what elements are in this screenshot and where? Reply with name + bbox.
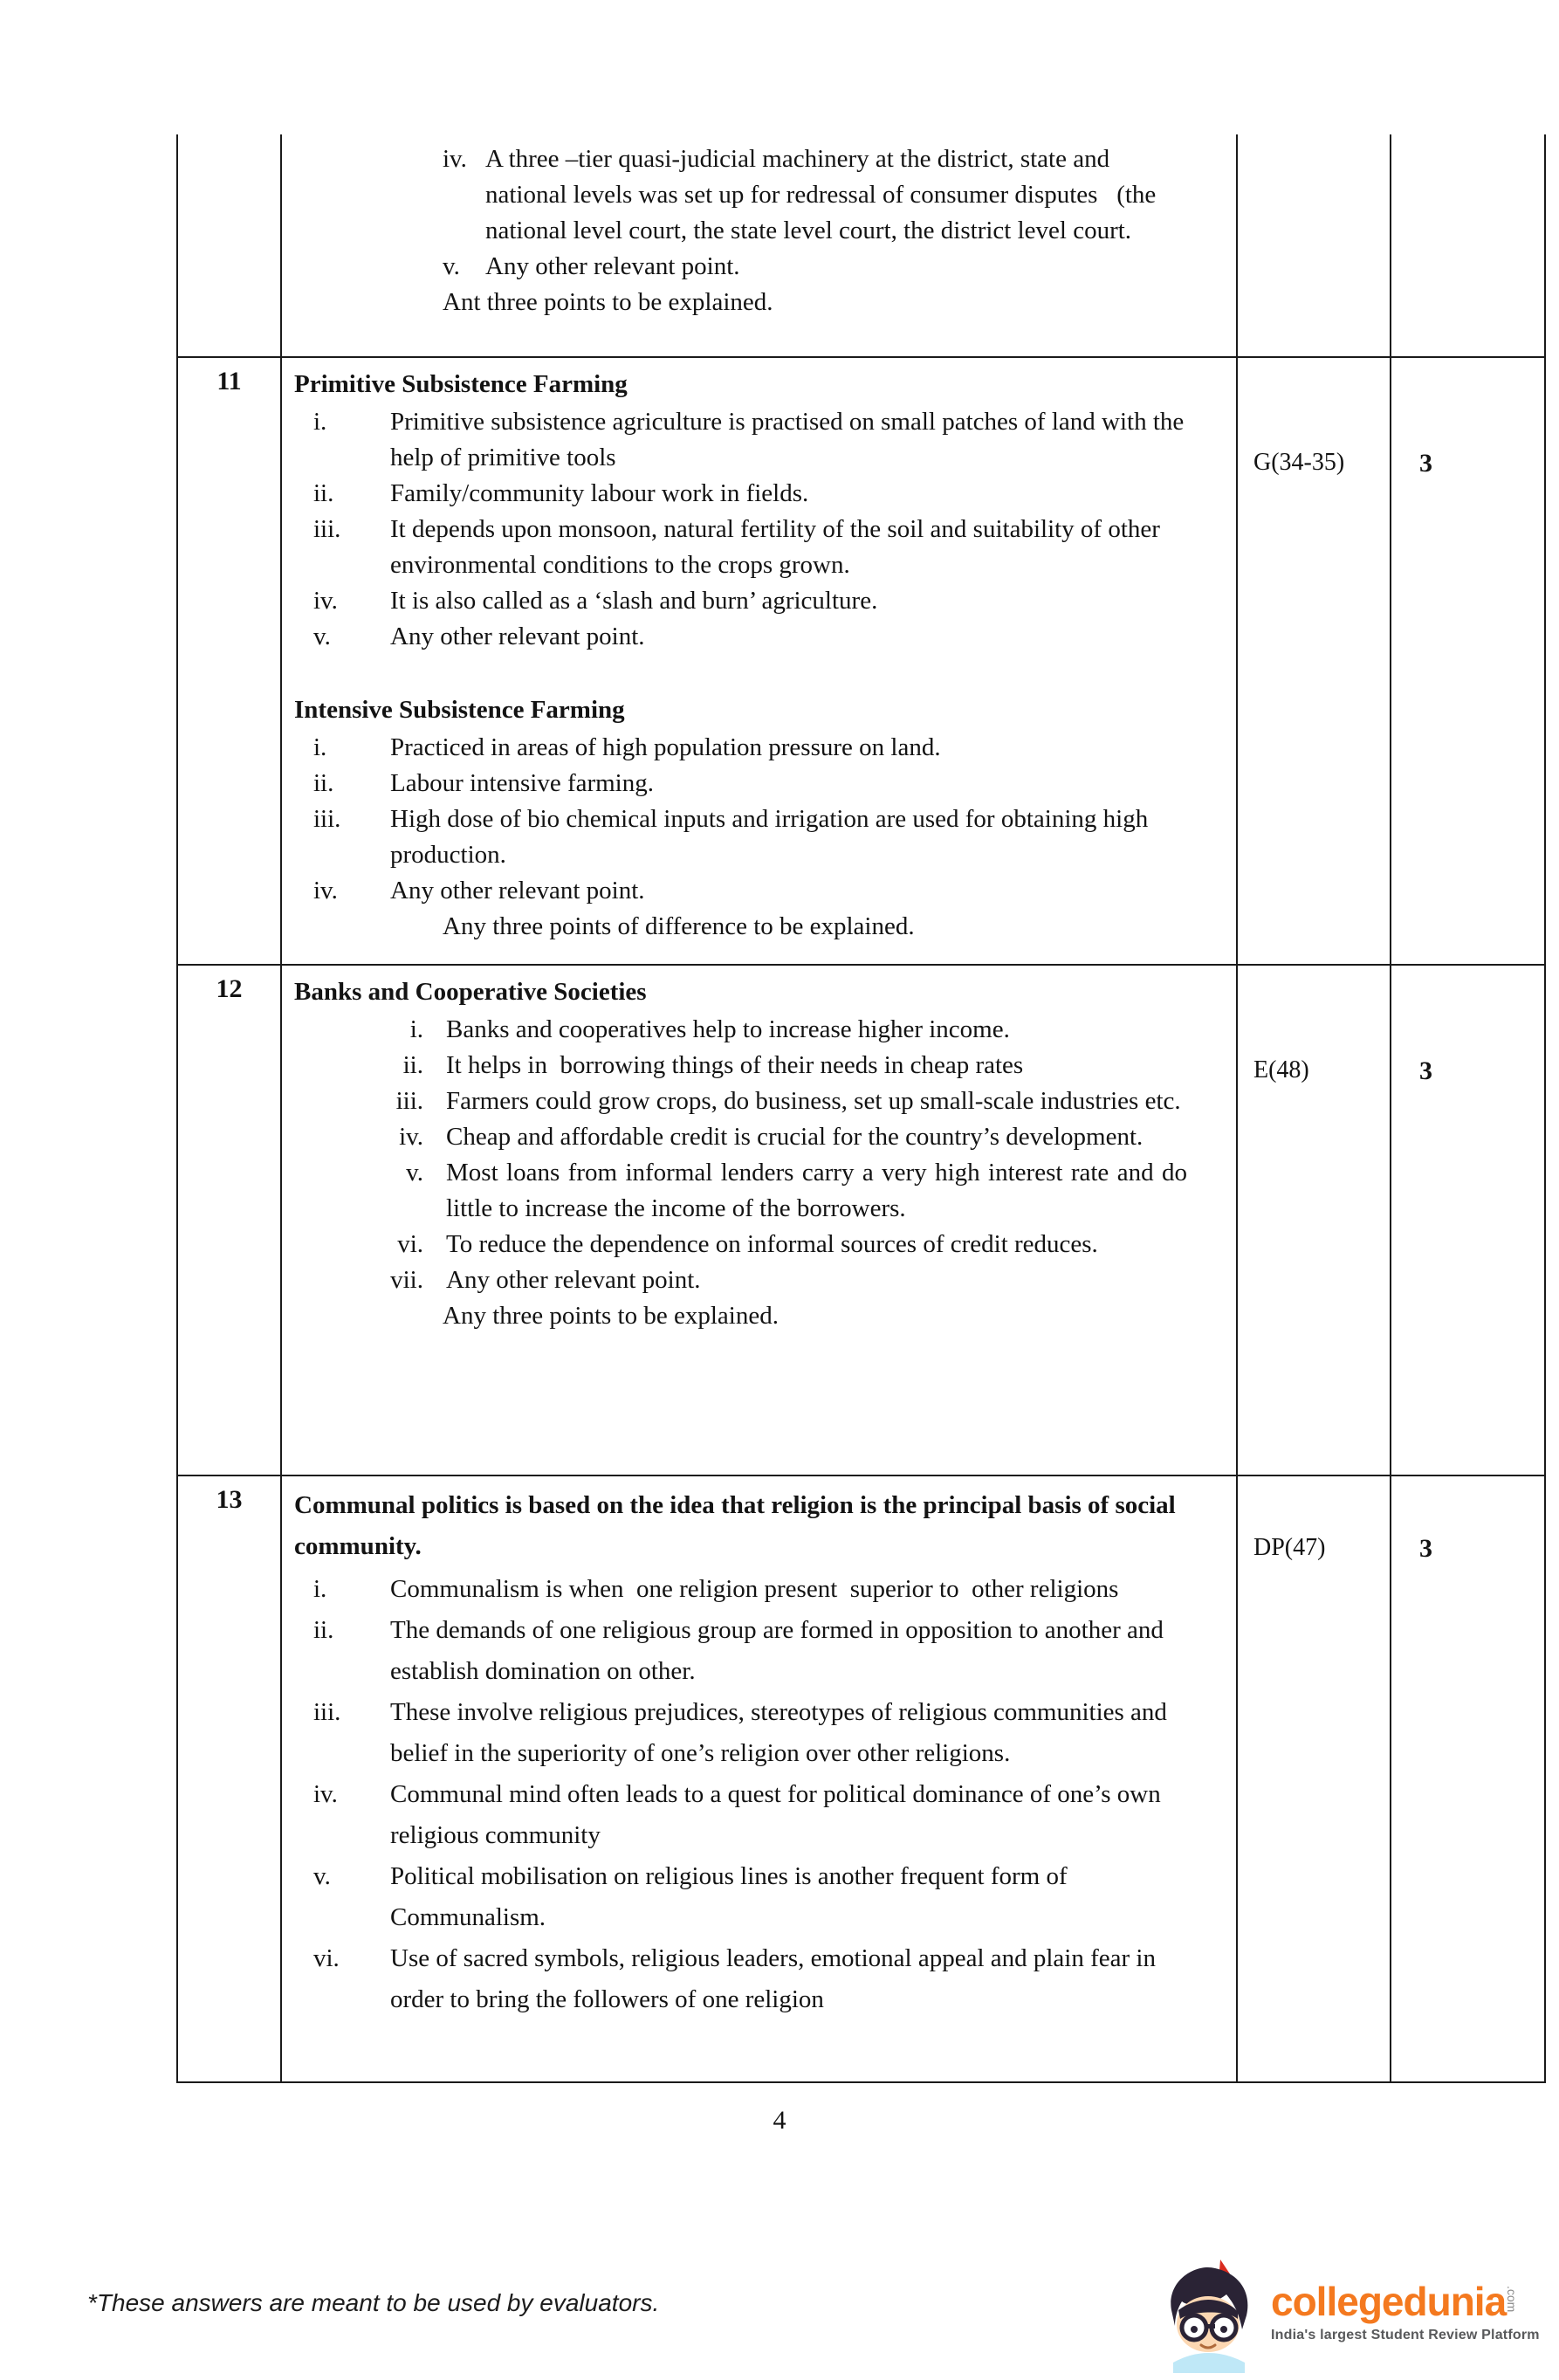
reference-cell: E(48) bbox=[1238, 966, 1391, 1475]
spacer bbox=[282, 655, 1187, 691]
list-item-text: It depends upon monsoon, natural fertility of the soil and suitability of other environmental conditions to the crops grown. bbox=[390, 515, 1160, 579]
list-item-text: A three –tier quasi-judicial machinery at the district, state and national levels was set up for redressal of consumer disputes (the national level court, the state level court, the district level court. bbox=[485, 145, 1157, 244]
table-row bbox=[178, 356, 1544, 964]
list-item-text: It helps in borrowing things of their needs in cheap rates bbox=[446, 1051, 1024, 1079]
list-item-text: Cheap and affordable credit is crucial for the country’s development. bbox=[446, 1123, 1143, 1151]
list-item-text: The demands of one religious group are formed in opposition to another and establish domination on other. bbox=[390, 1616, 1164, 1685]
list-item-label: i. bbox=[313, 408, 327, 436]
list-item bbox=[282, 873, 1187, 909]
note-line: Any three points to be explained. bbox=[443, 1302, 779, 1330]
list-item-text: Farmers could grow crops, do business, set up small-scale industries etc. bbox=[446, 1087, 1181, 1115]
list-item bbox=[282, 766, 1187, 801]
list-item-text: Primitive subsistence agriculture is practised on small patches of land with the help of primitive tools bbox=[390, 408, 1185, 471]
list-item-text: Most loans from informal lenders carry a very high interest rate and do little to increase the income of the borrowers. bbox=[446, 1159, 1187, 1222]
list-item-label: v. bbox=[443, 252, 460, 280]
list-item bbox=[282, 730, 1187, 766]
answer-cell bbox=[280, 358, 1238, 964]
answer-cell bbox=[280, 134, 1238, 356]
marks-cell bbox=[1391, 134, 1544, 356]
list-item-label: iii. bbox=[313, 805, 341, 833]
question-number-cell bbox=[178, 134, 280, 356]
list-item-text: Use of sacred symbols, religious leaders, emotional appeal and plain fear in order to bring the followers of one religion bbox=[390, 1944, 1156, 2013]
mascot-icon bbox=[1157, 2258, 1262, 2373]
list-item-label: iii. bbox=[395, 1087, 423, 1115]
list-item bbox=[282, 1227, 1187, 1262]
list-item-text: Political mobilisation on religious lines is another frequent form of Communalism. bbox=[390, 1862, 1068, 1931]
list-item bbox=[282, 476, 1187, 512]
list-item bbox=[282, 619, 1187, 655]
answer-cell bbox=[280, 966, 1238, 1475]
list-item bbox=[282, 1083, 1187, 1119]
list-item-label: i. bbox=[313, 733, 327, 761]
list-item bbox=[282, 1119, 1187, 1155]
marks-cell: 3 bbox=[1419, 1056, 1432, 1085]
list-item-text: Banks and cooperatives help to increase higher income. bbox=[446, 1015, 1010, 1043]
list-item bbox=[282, 141, 1187, 249]
marks-cell: 3 bbox=[1419, 449, 1432, 478]
list-item-text: Labour intensive farming. bbox=[390, 769, 654, 797]
list-item bbox=[282, 512, 1187, 583]
question-number-cell: 11 bbox=[216, 367, 242, 396]
page-number: 4 bbox=[773, 2106, 786, 2135]
list-item-text: Any other relevant point. bbox=[390, 877, 645, 905]
list-item-text: Communal mind often leads to a quest for political dominance of one’s own religious community bbox=[390, 1780, 1161, 1849]
list-item bbox=[282, 1856, 1187, 1938]
list-item-text: Practiced in areas of high population pressure on land. bbox=[390, 733, 941, 761]
evaluator-footnote: *These answers are meant to be used by evaluators. bbox=[87, 2289, 660, 2316]
list-item-text: Family/community labour work in fields. bbox=[390, 479, 809, 507]
list-item-label: v. bbox=[313, 623, 331, 650]
list-item-label: ii. bbox=[313, 769, 334, 797]
list-item-text: Any other relevant point. bbox=[390, 623, 645, 650]
question-number-cell: 12 bbox=[216, 974, 243, 1003]
note-line: Ant three points to be explained. bbox=[443, 288, 773, 316]
list-item bbox=[282, 1155, 1187, 1227]
brand-name: collegedunia bbox=[1271, 2279, 1507, 2324]
answer-heading: Intensive Subsistence Farming bbox=[294, 696, 625, 724]
reference-cell bbox=[1238, 134, 1391, 356]
list-item-text: High dose of bio chemical inputs and irrigation are used for obtaining high production. bbox=[390, 805, 1149, 869]
list-item-label: iii. bbox=[313, 1698, 341, 1726]
list-item bbox=[282, 1048, 1187, 1083]
list-item bbox=[282, 583, 1187, 619]
list-item bbox=[282, 1610, 1187, 1692]
list-item bbox=[282, 1569, 1187, 1610]
reference-cell: G(34-35) bbox=[1238, 358, 1391, 964]
list-item bbox=[282, 1012, 1187, 1048]
answer-heading: Communal politics is based on the idea that religion is the principal basis of social community. bbox=[294, 1491, 1176, 1560]
list-item-label: iv. bbox=[443, 145, 467, 173]
table-row bbox=[178, 134, 1544, 356]
list-item-label: ii. bbox=[402, 1051, 423, 1079]
answer-table bbox=[176, 134, 1546, 2083]
list-item-text: Any other relevant point. bbox=[485, 252, 740, 280]
brand-block bbox=[1271, 2258, 1540, 2343]
list-item-text: It is also called as a ‘slash and burn’ agriculture. bbox=[390, 587, 878, 615]
list-item-label: i. bbox=[313, 1575, 327, 1603]
list-item-text: Communalism is when one religion present superior to other religions bbox=[390, 1575, 1119, 1603]
list-item-label: vii. bbox=[390, 1266, 423, 1294]
list-item bbox=[282, 249, 1187, 285]
brand-tagline: India's largest Student Review Platform bbox=[1271, 2328, 1540, 2342]
list-item-text: To reduce the dependence on informal sources of credit reduces. bbox=[446, 1230, 1098, 1258]
marks-cell: 3 bbox=[1419, 1534, 1432, 1563]
list-item bbox=[282, 1692, 1187, 1774]
list-item-label: iv. bbox=[399, 1123, 423, 1151]
list-item bbox=[282, 1938, 1187, 2020]
list-item-label: v. bbox=[406, 1159, 423, 1187]
table-row bbox=[178, 1475, 1544, 2081]
list-item-label: iv. bbox=[313, 1780, 338, 1808]
answer-cell bbox=[280, 1476, 1238, 2081]
table-row bbox=[178, 964, 1544, 1475]
list-item-label: iv. bbox=[313, 587, 338, 615]
list-item bbox=[282, 801, 1187, 873]
list-item-label: ii. bbox=[313, 1616, 334, 1644]
answer-heading: Banks and Cooperative Societies bbox=[294, 978, 647, 1006]
answer-heading: Primitive Subsistence Farming bbox=[294, 370, 628, 398]
list-item-label: v. bbox=[313, 1862, 331, 1890]
list-item-label: ii. bbox=[313, 479, 334, 507]
list-item bbox=[282, 404, 1187, 476]
list-item bbox=[282, 1774, 1187, 1856]
list-item-label: vi. bbox=[397, 1230, 423, 1258]
note-line: Any three points of difference to be explained. bbox=[443, 912, 915, 940]
list-item-label: vi. bbox=[313, 1944, 340, 1972]
collegedunia-logo bbox=[1157, 2258, 1540, 2373]
list-item-text: These involve religious prejudices, stereotypes of religious communities and belief in the superiority of one’s religion over other religions. bbox=[390, 1698, 1167, 1767]
question-number-cell: 13 bbox=[216, 1485, 243, 1514]
list-item-label: i. bbox=[409, 1015, 423, 1043]
list-item bbox=[282, 1262, 1187, 1298]
brand-tld: .com bbox=[1505, 2286, 1520, 2313]
reference-cell: DP(47) bbox=[1238, 1476, 1391, 2081]
list-item-label: iii. bbox=[313, 515, 341, 543]
list-item-label: iv. bbox=[313, 877, 338, 905]
list-item-text: Any other relevant point. bbox=[446, 1266, 701, 1294]
